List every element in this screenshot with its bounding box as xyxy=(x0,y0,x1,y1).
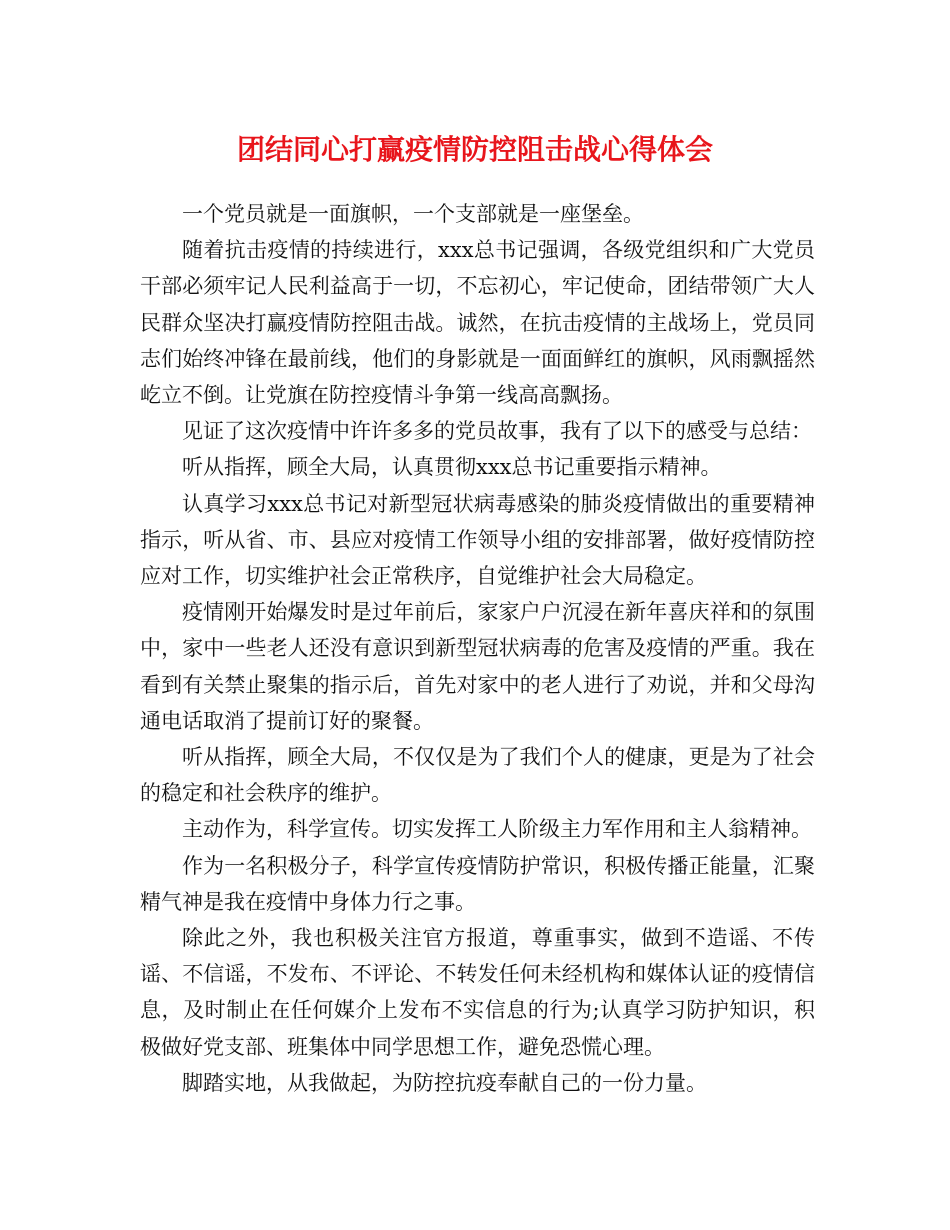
paragraph: 认真学习xxx总书记对新型冠状病毒感染的肺炎疫情做出的重要精神指示，听从省、市、县应对疫情工作领导小组的安排部署，做好疫情防控应对工作，切实维护社会正常秩序，自觉维护社会大局稳定。 xyxy=(140,491,815,589)
paragraph: 疫情刚开始爆发时是过年前后，家家户户沉浸在新年喜庆祥和的氛围中，家中一些老人还没有意识到新型冠状病毒的危害及疫情的严重。我在看到有关禁止聚集的指示后，首先对家中的老人进行了劝说，并和父母沟通电话取消了提前订好的聚餐。 xyxy=(140,600,815,733)
paragraph: 作为一名积极分子，科学宣传疫情防护常识，积极传播正能量，汇聚精气神是我在疫情中身体力行之事。 xyxy=(140,853,815,914)
paragraph: 主动作为，科学宣传。切实发挥工人阶级主力军作用和主人翁精神。 xyxy=(182,817,812,842)
document-title: 团结同心打赢疫情防控阻击战心得体会 xyxy=(236,133,713,166)
paragraph: 一个党员就是一面旗帜，一个支部就是一座堡垒。 xyxy=(182,202,644,226)
paragraph: 脚踏实地，从我做起，为防控抗疫奉献自己的一份力量。 xyxy=(182,1070,707,1095)
paragraph: 听从指挥，顾全大局，认真贯彻xxx总书记重要指示精神。 xyxy=(182,455,722,480)
paragraph: 随着抗击疫情的持续进行，xxx总书记强调，各级党组织和广大党员干部必须牢记人民利益高于一切，不忘初心，牢记使命，团结带领广大人民群众坚决打赢疫情防控阻击战。诚然，在抗击疫情的主战场上，党员同志们始终冲锋在最前线，他们的身影就是一面面鲜红的旗帜，风雨飘摇然屹立不倒。让党旗在防控疫情斗争第一线高高飘扬。 xyxy=(140,238,815,408)
paragraph: 除此之外，我也积极关注官方报道，尊重事实，做到不造谣、不传谣、不信谣，不发布、不评论、不转发任何未经机构和媒体认证的疫情信息，及时制止在任何媒介上发布不实信息的行为;认真学习防护知识，积极做好党支部、班集体中同学思想工作，避免恐慌心理。 xyxy=(140,926,815,1059)
paragraph: 听从指挥，顾全大局，不仅仅是为了我们个人的健康，更是为了社会的稳定和社会秩序的维护。 xyxy=(140,745,815,806)
paragraph: 见证了这次疫情中许许多多的党员故事，我有了以下的感受与总结： xyxy=(182,419,812,444)
document-body xyxy=(140,196,815,1101)
